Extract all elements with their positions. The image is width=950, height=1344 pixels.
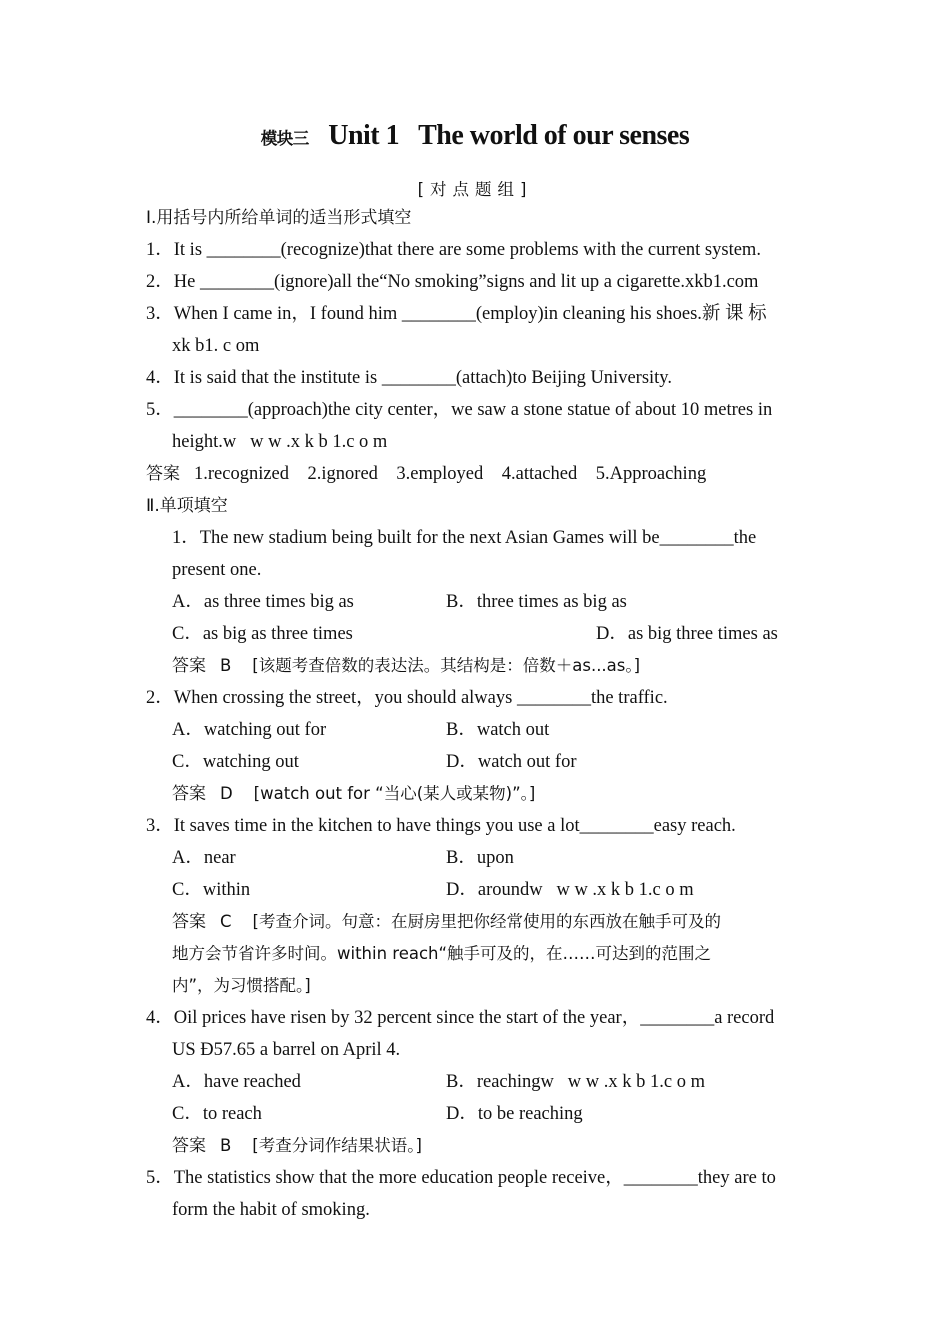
answer-label: 答案 bbox=[172, 784, 206, 804]
s2-question-4: 4．Oil prices have risen by 32 percent since the start of the year，________a record bbox=[146, 1008, 775, 1028]
s2-question-5: 5．The statistics show that the more education people receive，________they are to bbox=[146, 1168, 776, 1188]
s2-question-4-cont: US Ð57.65 a barrel on April 4. bbox=[172, 1040, 401, 1060]
q2-option-a: A．watching out for bbox=[172, 720, 327, 740]
q2-answer bbox=[172, 782, 535, 806]
answer-label: 答案 bbox=[146, 464, 180, 484]
q3-option-a: A．near bbox=[172, 848, 236, 868]
section-1-heading: Ⅰ.用括号内所给单词的适当形式填空 bbox=[146, 208, 412, 228]
q1-option-a: A．as three times big as bbox=[172, 592, 354, 612]
s2-question-1-cont: present one. bbox=[172, 560, 262, 580]
s1-question-3-cont: xk b1. c om bbox=[172, 336, 260, 356]
q4-option-a: A．have reached bbox=[172, 1072, 301, 1092]
title-unit: Unit 1 The world of our senses bbox=[328, 120, 690, 151]
s2-question-3: 3．It saves time in the kitchen to have things you use a lot________easy reach. bbox=[146, 816, 736, 836]
q1-answer-text: B [该题考查倍数的表达法。其结构是：倍数＋as...as。] bbox=[220, 656, 641, 675]
s1-question-5: 5．________(approach)the city center，we saw a stone statue of about 10 metres in bbox=[146, 400, 773, 420]
s1-answer bbox=[146, 462, 706, 486]
answer-label: 答案 bbox=[172, 656, 206, 676]
s1-question-5-cont: height.w w w .x k b 1.c o m bbox=[172, 432, 388, 452]
q1-option-c: C．as big as three times bbox=[172, 624, 353, 644]
q2-answer-text: D [watch out for “当心(某人或某物)”。] bbox=[220, 784, 536, 803]
s2-question-5-cont: form the habit of smoking. bbox=[172, 1200, 370, 1220]
s1-question-1: 1．It is ________(recognize)that there are some problems with the current system. bbox=[146, 240, 761, 260]
page-subtitle: [对点题组] bbox=[417, 180, 533, 199]
section-2-heading: Ⅱ.单项填空 bbox=[146, 496, 228, 516]
q3-option-d: D．aroundw w w .x k b 1.c o m bbox=[446, 880, 694, 900]
q4-option-d: D．to be reaching bbox=[446, 1104, 583, 1124]
q1-option-d: D．as big three times as bbox=[596, 624, 778, 644]
s1-question-4: 4．It is said that the institute is ________(attach)to Beijing University. bbox=[146, 368, 672, 388]
s2-question-2: 2．When crossing the street，you should always ________the traffic. bbox=[146, 688, 668, 708]
title-module: 模块三 bbox=[260, 129, 309, 148]
q3-answer-text: C [考查介词。句意：在厨房里把你经常使用的东西放在触手可及的 bbox=[220, 912, 721, 931]
q3-answer bbox=[172, 910, 721, 934]
s1-question-3: 3．When I came in，I found him ________(employ)in cleaning his shoes.新 课 标 bbox=[146, 304, 767, 324]
q4-option-b: B．reachingw w w .x k b 1.c o m bbox=[446, 1072, 705, 1092]
q2-option-b: B．watch out bbox=[446, 720, 550, 740]
q4-option-c: C．to reach bbox=[172, 1104, 262, 1124]
answer-text: 1.recognized 2.ignored 3.employed 4.attached 5.Approaching bbox=[194, 464, 707, 484]
q4-answer bbox=[172, 1134, 422, 1158]
answer-label: 答案 bbox=[172, 912, 206, 932]
q1-option-b: B．three times as big as bbox=[446, 592, 627, 612]
q3-option-c: C．within bbox=[172, 880, 251, 900]
q1-answer bbox=[172, 654, 640, 678]
q3-answer-cont-2: 内”，为习惯搭配。] bbox=[172, 976, 311, 995]
q3-answer-cont: 地方会节省许多时间。within reach“触手可及的，在……可达到的范围之 bbox=[172, 944, 712, 963]
answer-label: 答案 bbox=[172, 1136, 206, 1156]
q4-answer-text: B [考查分词作结果状语。] bbox=[220, 1136, 422, 1155]
s2-question-1: 1．The new stadium being built for the next Asian Games will be________the bbox=[172, 528, 757, 548]
s1-question-2: 2．He ________(ignore)all the“No smoking”signs and lit up a cigarette.xkb1.com bbox=[146, 272, 759, 292]
q3-option-b: B．upon bbox=[446, 848, 514, 868]
q2-option-d: D．watch out for bbox=[446, 752, 577, 772]
q2-option-c: C．watching out bbox=[172, 752, 299, 772]
page-title bbox=[0, 120, 950, 152]
